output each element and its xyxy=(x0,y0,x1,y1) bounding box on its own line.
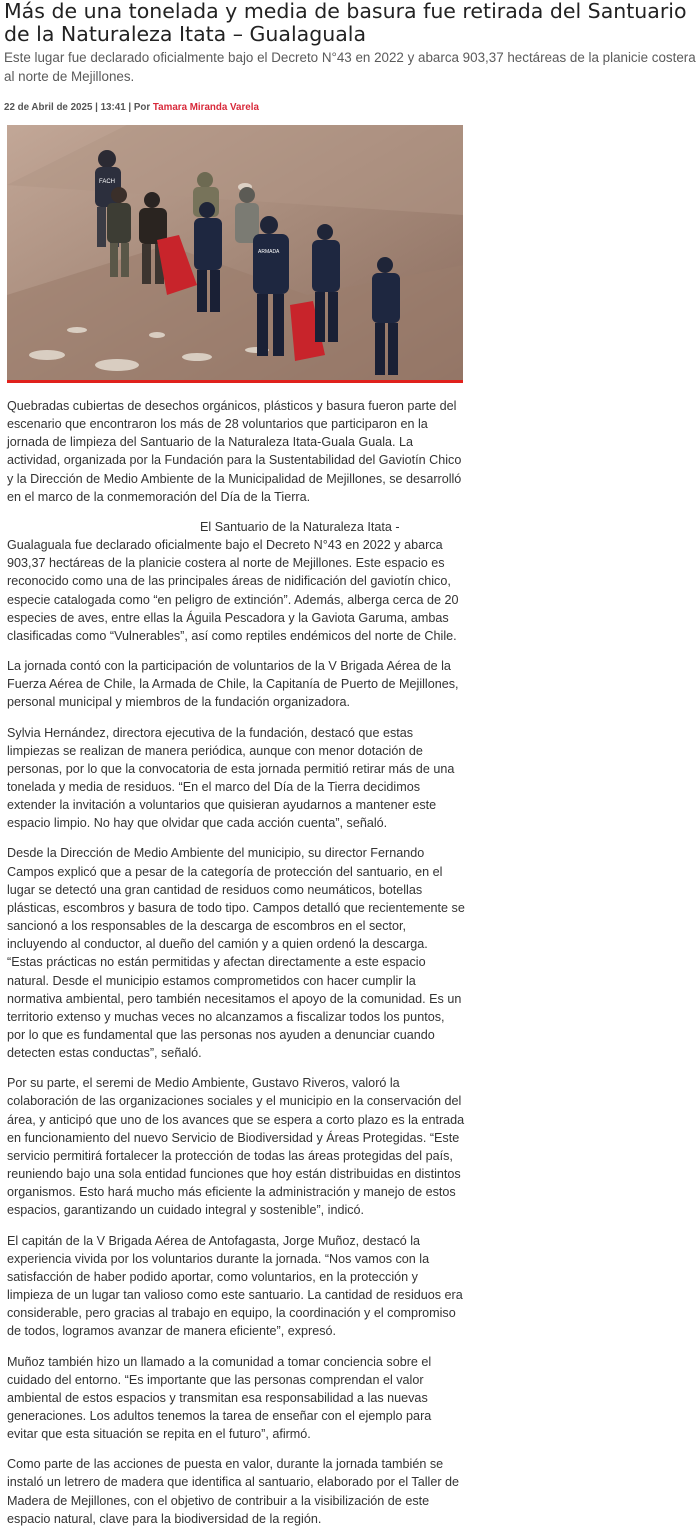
article-paragraph: Por su parte, el seremi de Medio Ambiente, Gustavo Riveros, valoró la colaboración de las organizaciones sociales y el municipio en la conservación del área, y anticipó que uno de los avances que se espera a corto plazo es la entrada en funcionamiento del nuevo Servicio de Biodiversidad y Áreas Protegidas. “Este servicio permitirá fortalecer la protección de todas las áreas protegidas del país, reuniendo bajo una sola entidad funciones que hoy están distribuidas en distintos organismos. Esto hará mucho más eficiente la administración y manejo de estos espacios, garantizando un cuidado integral y sostenible”, indicó. xyxy=(7,1076,465,1218)
article-photo xyxy=(7,125,463,383)
article-body xyxy=(7,397,465,1540)
article-subtitle: Este lugar fue declarado oficialmente bajo el Decreto N°43 en 2022 y abarca 903,37 hectáreas de la planicie costera al norte de Mejillones. xyxy=(4,50,696,84)
article-title: Más de una tonelada y media de basura fue retirada del Santuario de la Naturaleza Itata – Gualaguala xyxy=(4,0,687,46)
article-paragraph: Sylvia Hernández, directora ejecutiva de la fundación, destacó que estas limpiezas se realizan de manera periódica, aunque con menor dotación de personas, por lo que la convocatoria de esta jornada permitió retirar más de una tonelada y media de residuos. “En el marco del Día de la Tierra decidimos extender la invitación a voluntarios que quisieran ayudarnos a mantener este espacio limpio. No hay que olvidar que cada acción cuenta”, señaló. xyxy=(7,725,455,831)
article-paragraph xyxy=(7,518,465,645)
vest-label-fach: FACH xyxy=(99,179,116,185)
author-link[interactable]: Tamara Miranda Varela xyxy=(152,102,259,113)
volunteers-photo-illustration xyxy=(7,125,463,380)
byline-prefix: Por xyxy=(133,102,151,113)
publish-date: 22 de Abril de 2025 | 13:41 | xyxy=(4,102,132,113)
article-paragraph: Desde la Dirección de Medio Ambiente del municipio, su director Fernando Campos explicó que a pesar de la categoría de protección del santuario, en el lugar se detectó una gran cantidad de residuos como neumáticos, botellas plásticas, escombros y basura de todo tipo. Campos detalló que recientemente se sancionó a los responsables de la descarga de escombros en el sector, incluyendo al conductor, al dueño del camión y a quien ordenó la descarga. “Estas prácticas no están permitidas y afectan directamente a este espacio natural. Desde el municipio estamos comprometidos con hacer cumplir la normativa ambiental, pero también necesitamos el apoyo de la comunidad. Es un territorio extenso y muchas veces no alcanzamos a fiscalizar todos los puntos, por lo que es fundamental que las personas nos ayuden a denunciar cuando detecten estas conductas”, señaló. xyxy=(7,846,465,1061)
article-paragraph: El capitán de la V Brigada Aérea de Antofagasta, Jorge Muñoz, destacó la experiencia vivida por los voluntarios durante la jornada. “Nos vamos con la satisfacción de haber podido aportar, como voluntarios, en la protección y limpieza de un lugar tan valioso como este santuario. La cantidad de residuos era considerable, pero gracias al trabajo en equipo, la coordinación y el compromiso de todos, logramos avanzar de manera eficiente”, expresó. xyxy=(7,1233,463,1339)
paragraph-text: El Santuario de la Naturaleza Itata - Gualaguala fue declarado oficialmente bajo el Decreto N°43 en 2022 y abarca 903,37 hectáreas de la planicie costera al norte de Mejillones. Este espacio es reconocido como una de las principales áreas de nidificación del gaviotín chico, especie catalogada como “en peligro de extinción”. Además, alberga cerca de 20 especies de aves, entre ellas la Águila Pescadora y la Gaviota Garuma, ambas clasificadas como “Vulnerables”, así como reptiles endémicos del norte de Chile. xyxy=(7,519,459,643)
article-paragraph: Como parte de las acciones de puesta en valor, durante la jornada también se instaló un letrero de madera que identifica al santuario, elaborado por el Taller de Madera de Mejillones, con el objetivo de contribuir a la visibilización de este espacio natural, clave para la biodiversidad de la región. xyxy=(7,1457,460,1526)
article-paragraph: La jornada contó con la participación de voluntarios de la V Brigada Aérea de la Fuerza Aérea de Chile, la Armada de Chile, la Capitanía de Puerto de Mejillones, personal municipal y miembros de la fundación organizadora. xyxy=(7,659,459,710)
vest-label-armada: ARMADA xyxy=(258,249,280,255)
article-meta xyxy=(4,102,259,113)
article-paragraph: Muñoz también hizo un llamado a la comunidad a tomar conciencia sobre el cuidado del entorno. “Es importante que las personas comprendan el valor ambiental de estos espacios y transmitan esa responsabilidad a las nuevas generaciones. Los adultos tenemos la tarea de enseñar con el ejemplo para evitar que esta situación se repita en el futuro”, afirmó. xyxy=(7,1354,432,1442)
paragraph-indent xyxy=(7,520,200,534)
article-paragraph: Quebradas cubiertas de desechos orgánicos, plásticos y basura fueron parte del escenario que encontraron los más de 28 voluntarios que participaron en la jornada de limpieza del Santuario de la Naturaleza Itata-Guala Guala. La actividad, organizada por la Fundación para la Sustentabilidad del Gaviotín Chico y la Dirección de Medio Ambiente de la Municipalidad de Mejillones, se desarrolló en el marco de la conmemoración del Día de la Tierra. xyxy=(7,399,462,504)
